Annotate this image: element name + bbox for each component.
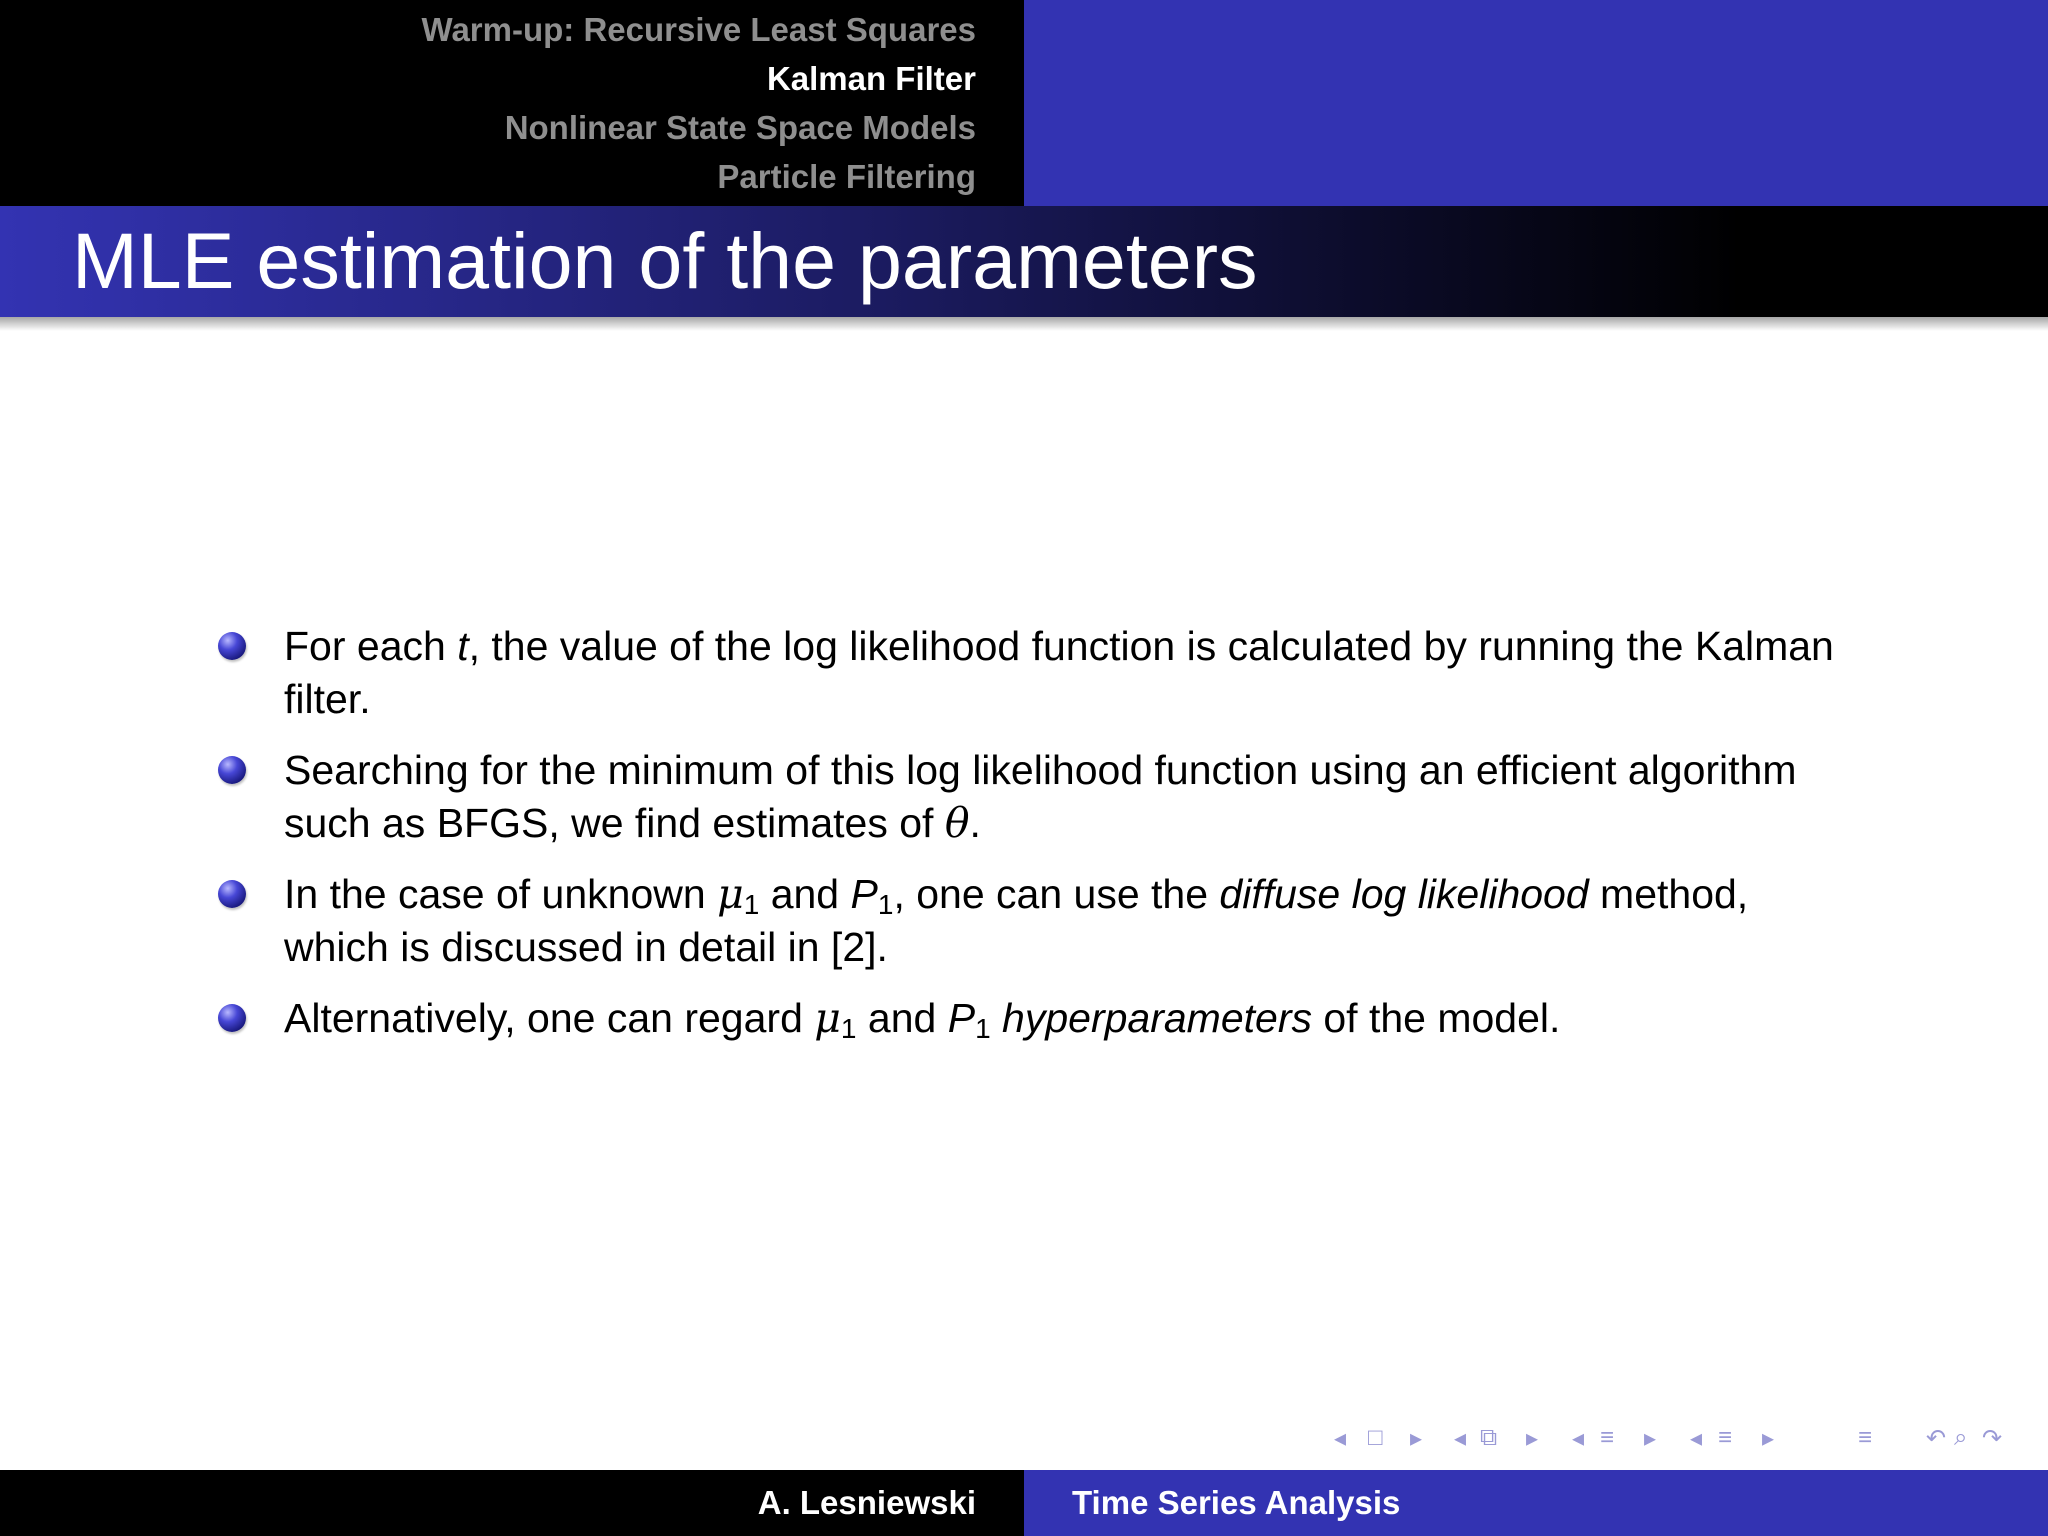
frame-prev-icon[interactable]: ◂ <box>1334 1425 1347 1452</box>
toc-icon[interactable]: ≡ <box>1858 1424 1873 1451</box>
subsection-prev-icon[interactable]: ◂ <box>1454 1425 1467 1452</box>
math-variable: μ <box>814 994 841 1042</box>
bullet-text: method, which is discussed in detail in [2]. <box>284 871 1749 970</box>
math-variable: P <box>947 995 976 1041</box>
header-right-panel <box>1024 0 2048 206</box>
bullet-ball-icon <box>218 1004 246 1032</box>
document-prev-icon[interactable]: ◂ <box>1690 1425 1703 1452</box>
math-subscript: 1 <box>975 1013 991 1044</box>
bullet-text: , one can use the <box>893 871 1220 917</box>
math-variable: P <box>850 871 878 917</box>
math-variable: t <box>457 623 469 669</box>
footer-title: Time Series Analysis <box>1072 1484 1401 1521</box>
frame-icon[interactable]: □ <box>1368 1424 1383 1451</box>
bullet-text: For each <box>284 623 458 669</box>
section-navigation <box>24 0 1024 201</box>
bullet-item-2 <box>214 744 1854 850</box>
section-link-nonlinear-state-space[interactable]: Nonlinear State Space Models <box>504 109 976 146</box>
bullet-ball-icon <box>218 880 246 908</box>
search-icon[interactable]: ⌕ <box>1954 1424 1968 1451</box>
bullet-text: Searching for the minimum of this log likelihood function using an efficient algorithm such as BFGS, we find estimates of <box>284 747 1797 846</box>
beamer-navigation-bar <box>1330 1424 2030 1458</box>
math-mu1 <box>814 994 856 1042</box>
bullet-item-1 <box>214 620 1854 726</box>
slide-title: MLE estimation of the parameters <box>72 216 1258 305</box>
bullet-text: and <box>759 871 851 917</box>
math-mu1 <box>717 870 759 918</box>
section-link-kalman-filter[interactable]: Kalman Filter <box>766 60 976 97</box>
title-bar-shadow <box>0 317 2048 331</box>
math-subscript: 1 <box>840 1013 857 1044</box>
emphasis-text: diffuse log likelihood <box>1219 871 1589 917</box>
bullet-text: Alternatively, one can regard <box>284 995 815 1041</box>
document-icon[interactable]: ≡ <box>1718 1424 1733 1451</box>
section-icon[interactable]: ≡ <box>1600 1424 1615 1451</box>
bullet-text: and <box>856 995 948 1041</box>
subsection-icon[interactable]: ⧉ <box>1480 1424 1498 1451</box>
bullet-item-3 <box>214 868 1854 974</box>
math-subscript: 1 <box>743 889 760 920</box>
bullet-text: . <box>969 800 981 846</box>
bullet-item-4 <box>214 992 1854 1045</box>
section-link-recursive-least-squares[interactable]: Warm-up: Recursive Least Squares <box>421 11 976 48</box>
section-prev-icon[interactable]: ◂ <box>1572 1425 1585 1452</box>
section-next-icon[interactable]: ▸ <box>1644 1425 1657 1452</box>
footer-left-panel <box>0 1470 1024 1536</box>
math-variable: μ <box>717 870 744 918</box>
frame-next-icon[interactable]: ▸ <box>1410 1425 1423 1452</box>
bullet-ball-icon <box>218 632 246 660</box>
document-next-icon[interactable]: ▸ <box>1762 1425 1775 1452</box>
forward-icon[interactable]: ↷ <box>1982 1425 2003 1452</box>
footer-author: A. Lesniewski <box>757 1484 976 1521</box>
subsection-next-icon[interactable]: ▸ <box>1526 1425 1539 1452</box>
bullet-text: In the case of unknown <box>284 871 718 917</box>
emphasis-text: hyperparameters <box>1002 995 1312 1041</box>
bullet-text: , the value of the log likelihood function is calculated by running the Kalman filter. <box>284 623 1834 722</box>
math-variable: θ <box>944 799 970 847</box>
section-link-particle-filtering[interactable]: Particle Filtering <box>717 158 976 195</box>
math-subscript: 1 <box>877 889 894 920</box>
bullet-text: of the model. <box>1311 995 1561 1041</box>
footer-right-panel <box>1024 1470 2048 1536</box>
bullet-list <box>214 620 1854 1063</box>
bullet-ball-icon <box>218 756 246 784</box>
back-icon[interactable]: ↶ <box>1926 1425 1947 1452</box>
